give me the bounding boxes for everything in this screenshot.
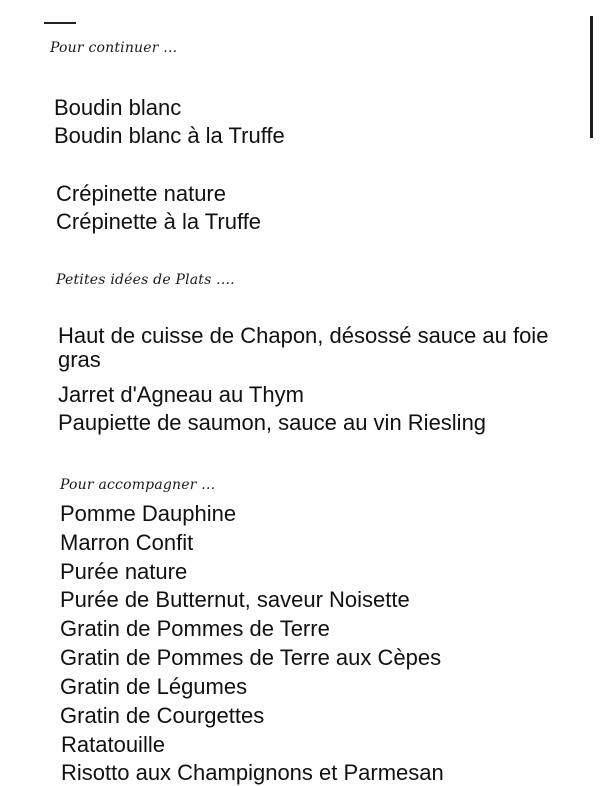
- section-heading-petites-idees: Petites idées de Plats ....: [56, 272, 235, 288]
- menu-item: Gratin de Pommes de Terre aux Cèpes: [60, 645, 442, 670]
- section-heading-pour-continuer: Pour continuer ...: [50, 40, 178, 56]
- top-rule: [44, 22, 76, 24]
- menu-item: Jarret d'Agneau au Thym: [58, 382, 304, 407]
- menu-item: Crépinette à la Truffe: [56, 209, 262, 234]
- menu-item: Ratatouille: [61, 732, 165, 757]
- menu-item: Boudin blanc: [54, 95, 182, 120]
- menu-item: Risotto aux Champignons et Parmesan: [61, 760, 444, 785]
- menu-item: Gratin de Courgettes: [60, 703, 265, 728]
- menu-item: Haut de cuisse de Chapon, désossé sauce au foie gras: [58, 323, 549, 372]
- menu-item: Purée de Butternut, saveur Noisette: [60, 587, 410, 612]
- menu-item: Gratin de Pommes de Terre: [60, 616, 330, 641]
- section-heading-pour-accompagner: Pour accompagner ...: [60, 477, 216, 493]
- menu-item: Crépinette nature: [56, 181, 226, 206]
- menu-item: Boudin blanc à la Truffe: [54, 123, 285, 148]
- menu-item: Marron Confit: [60, 530, 194, 555]
- page-edge-line: [590, 16, 593, 138]
- menu-item: Paupiette de saumon, sauce au vin Riesling: [58, 410, 487, 435]
- menu-item: Gratin de Légumes: [60, 674, 248, 699]
- menu-item: Purée nature: [60, 559, 188, 584]
- menu-item: Pomme Dauphine: [60, 501, 237, 526]
